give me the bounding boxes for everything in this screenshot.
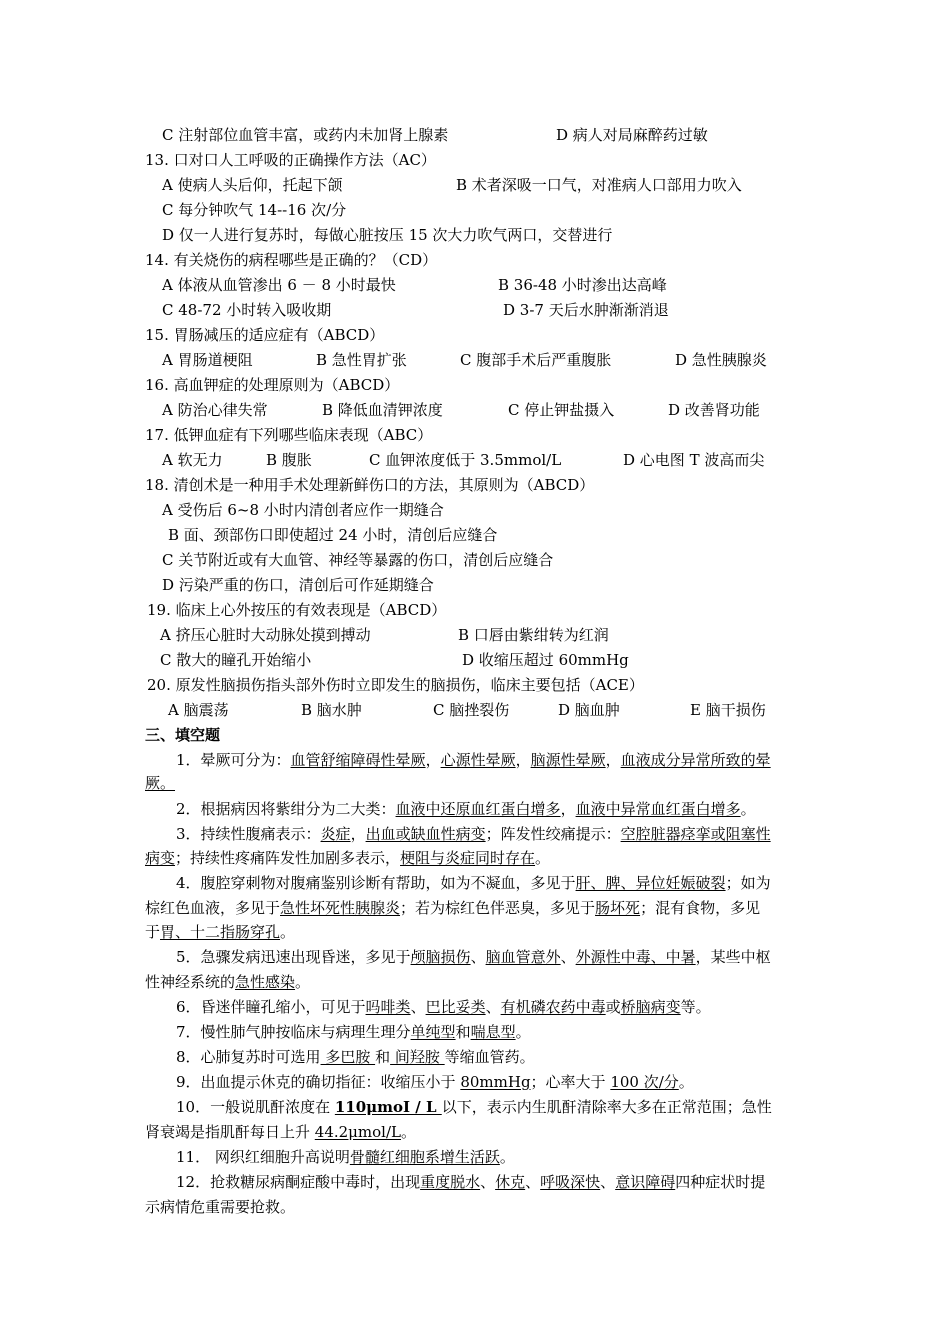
q13-option-a: A 使病人头后仰，托起下颌 [162,176,343,194]
q19-option-c: C 散大的瞳孔开始缩小 [160,651,312,669]
answer: 喘息型 [470,1023,516,1041]
answer: 颅脑损伤 [410,948,471,966]
q16-option-d: D 改善肾功能 [668,401,760,419]
text: ，某些中枢 [695,948,771,966]
answer: 桥脑病变 [620,998,681,1016]
answer: 骨髓红细胞系增生活跃 [349,1148,500,1166]
answer: 血液中还原血红蛋白增多 [395,800,561,818]
q20-stem: 20. 原发性脑损伤指头部外伤时立即发生的脑损伤，临床主要包括（ACE） [147,676,644,694]
q15-option-d: D 急性胰腺炎 [675,351,767,369]
q19-stem: 19. 临床上心外按压的有效表现是（ABCD） [147,601,447,619]
q15-option-b: B 急性胃扩张 [316,351,407,369]
text: 、 [410,998,426,1016]
fill-5-line-2 [145,971,310,993]
fill-4-line-1 [176,872,771,894]
q16-option-c: C 停止钾盐摄入 [508,401,615,419]
text: ， [350,825,366,843]
q18-option-a: A 受伤后 6~8 小时内清创者应作一期缝合 [162,501,444,519]
text: 3．持续性腹痛表示： [176,825,321,843]
answer: 厥。 [145,774,176,792]
q20-option-c: C 脑挫裂伤 [433,701,510,719]
answer: 胃、十二指肠穿孔 [160,923,281,941]
answer: 心源性晕厥 [440,751,516,769]
q14-stem: 14. 有关烧伤的病程哪些是正确的？（CD） [145,251,438,269]
answer: 100 次/分 [610,1073,679,1091]
q12-option-d: D 病人对局麻醉药过敏 [556,126,708,144]
text: 2．根据病因将紫绀分为二大类： [176,800,396,818]
text: 、 [525,1173,541,1191]
q17-option-d: D 心电图 T 波高而尖 [623,451,765,469]
q16-option-b: B 降低血清钾浓度 [322,401,443,419]
text: 等。 [680,998,711,1016]
q20-option-b: B 脑水肿 [301,701,362,719]
text: 。 [295,973,311,991]
answer: 巴比妥类 [425,998,486,1016]
text: 和 [375,1048,391,1066]
answer: 出血或缺血性病变 [365,825,486,843]
text: 和 [455,1023,471,1041]
text: 。 [499,1148,515,1166]
q13-option-d: D 仅一人进行复苏时，每做心脏按压 15 次大力吹气两口，交替进行 [162,226,613,244]
answer: 110μmoI / L [334,1098,442,1116]
q16-stem: 16. 高血钾症的处理原则为（ABCD） [145,376,400,394]
text: 。 [401,1123,417,1141]
q18-option-c: C 关节附近或有大血管、神经等暴露的伤口，清创后应缝合 [162,551,554,569]
text: 、 [560,948,576,966]
fill-1-line-2 [145,772,175,794]
text: ；阵发性绞痛提示： [485,825,621,843]
q18-stem: 18. 清创术是一种用手术处理新鲜伤口的方法，其原则为（ABCD） [145,476,595,494]
text: ， [605,751,621,769]
fill-1-line-1 [176,749,771,771]
q18-option-b: B 面、颈部伤口即使超过 24 小时，清创后应缝合 [168,526,498,544]
text: ；心率大于 [530,1073,611,1091]
answer: 血管舒缩障碍性晕厥 [290,751,426,769]
text: 棕红色血液，多见于 [145,899,281,917]
text: 。 [678,1073,694,1091]
text: ；混有食物，多见 [640,899,761,917]
text: 、 [480,1173,496,1191]
q13-stem: 13. 口对口人工呼吸的正确操作方法（AC） [145,151,436,169]
text: ， [560,800,576,818]
fill-10-line-1 [176,1096,772,1118]
text: 等缩血管药。 [444,1048,535,1066]
q20-option-a: A 脑震荡 [168,701,229,719]
text: ， [425,751,441,769]
q15-stem: 15. 胃肠减压的适应症有（ABCD） [145,326,385,344]
q19-option-b: B 口唇由紫绀转为红润 [458,626,609,644]
text: 5．急骤发病迅速出现昏迷，多见于 [176,948,411,966]
text: 、 [485,998,501,1016]
answer: 空腔脏器痉挛或阻塞性 [620,825,771,843]
q13-option-b: B 术者深吸一口气，对准病人口部用力吹入 [456,176,742,194]
answer: 吗啡类 [365,998,411,1016]
q14-option-a: A 体液从血管渗出 6 － 8 小时最快 [162,276,396,294]
q20-option-d: D 脑血肿 [558,701,620,719]
fill-5-line-1 [176,946,771,968]
answer: 重度脱水 [420,1173,481,1191]
answer: 病变 [145,849,176,867]
answer: 80mmHg [460,1073,531,1091]
q15-option-a: A 胃肠道梗阻 [162,351,253,369]
answer: 肝、脾、异位妊娠破裂 [575,874,726,892]
answer: 有机磷农药中毒 [500,998,606,1016]
fill-10-line-2 [145,1121,416,1143]
q17-option-c: C 血钾浓度低于 3.5mmol/L [369,451,562,469]
q14-option-c: C 48-72 小时转入吸收期 [162,301,332,319]
text: 1．晕厥可分为： [176,751,291,769]
q17-stem: 17. 低钾血症有下列哪些临床表现（ABC） [145,426,433,444]
answer: 梗阻与炎症同时存在 [400,849,536,867]
q14-option-d: D 3-7 天后水肿渐渐消退 [503,301,669,319]
fill-4-line-2 [145,897,760,919]
text: ， [515,751,531,769]
text: ；若为棕红色伴恶臭，多见于 [400,899,596,917]
answer: 外源性中毒、中暑 [575,948,696,966]
answer: 肠坏死 [595,899,641,917]
text: 9．出血提示休克的确切指征：收缩压小于 [176,1073,461,1091]
text: 。 [280,923,296,941]
answer: 急性坏死性胰腺炎 [280,899,401,917]
answer: 呼吸深快 [540,1173,601,1191]
q12-option-c: C 注射部位血管丰富，或药内未加肾上腺素 [162,126,449,144]
fill-11 [176,1146,515,1168]
text: 6．昏迷伴瞳孔缩小，可见于 [176,998,366,1016]
text: 10．一般说肌酐浓度在 [176,1098,335,1116]
text: 四种症状时提 [675,1173,766,1191]
q15-option-c: C 腹部手术后严重腹胀 [460,351,612,369]
q17-option-b: B 腹胀 [266,451,312,469]
answer: 单纯型 [410,1023,456,1041]
answer: 脑源性晕厥 [530,751,606,769]
fill-12-line-1 [176,1171,765,1193]
answer: 血液成分异常所致的晕 [620,751,771,769]
fill-9 [176,1071,694,1093]
text: ；持续性疼痛阵发性加剧多表示， [175,849,401,867]
text: 。 [535,849,551,867]
q18-option-d: D 污染严重的伤口，清创后可作延期缝合 [162,576,434,594]
section-title-fill-in: 三、填空题 [145,726,221,744]
fill-2 [176,798,756,820]
fill-3-line-1 [176,823,771,845]
text: 7．慢性肺气肿按临床与病理生理分 [176,1023,411,1041]
text: ；如为 [725,874,771,892]
text: 11． 网织红细胞升高说明 [176,1148,350,1166]
q14-option-b: B 36-48 小时渗出达高峰 [498,276,667,294]
answer: 意识障碍 [615,1173,676,1191]
text: 性神经系统的 [145,973,236,991]
answer: 间羟胺 [390,1048,445,1066]
fill-12-line-2 [145,1196,295,1218]
text: 以下，表示内生肌酐清除率大多在正常范围；急性 [441,1098,772,1116]
answer: 急性感染 [235,973,296,991]
fill-8 [176,1046,535,1068]
q17-option-a: A 软无力 [162,451,223,469]
q13-option-c: C 每分钟吹气 14--16 次/分 [162,201,347,219]
text: 12．抢救糖尿病酮症酸中毒时，出现 [176,1173,421,1191]
text: 8．心肺复苏时可选用 [176,1048,321,1066]
q19-option-a: A 挤压心脏时大动脉处摸到搏动 [160,626,371,644]
text: 、 [470,948,486,966]
answer: 脑血管意外 [485,948,561,966]
q20-option-e: E 脑干损伤 [690,701,766,719]
answer: 多巴胺 [320,1048,376,1066]
answer: 44.2μmol/L [314,1123,401,1141]
answer: 血液中异常血红蛋白增多 [575,800,741,818]
text: 或 [605,998,621,1016]
fill-3-line-2 [145,847,550,869]
q19-option-d: D 收缩压超过 60mmHg [462,651,629,669]
text: 示病情危重需要抢救。 [145,1198,296,1216]
text: 肾衰竭是指肌酐每日上升 [145,1123,315,1141]
text: 4．腹腔穿刺物对腹痛鉴别诊断有帮助，如为不凝血，多见于 [176,874,576,892]
fill-6 [176,996,711,1018]
fill-7 [176,1021,531,1043]
text: 。 [515,1023,531,1041]
text: 。 [740,800,756,818]
answer: 休克 [495,1173,526,1191]
text: 、 [600,1173,616,1191]
text: 于 [145,923,161,941]
q16-option-a: A 防治心律失常 [162,401,268,419]
fill-4-line-3 [145,921,295,943]
answer: 炎症 [320,825,351,843]
